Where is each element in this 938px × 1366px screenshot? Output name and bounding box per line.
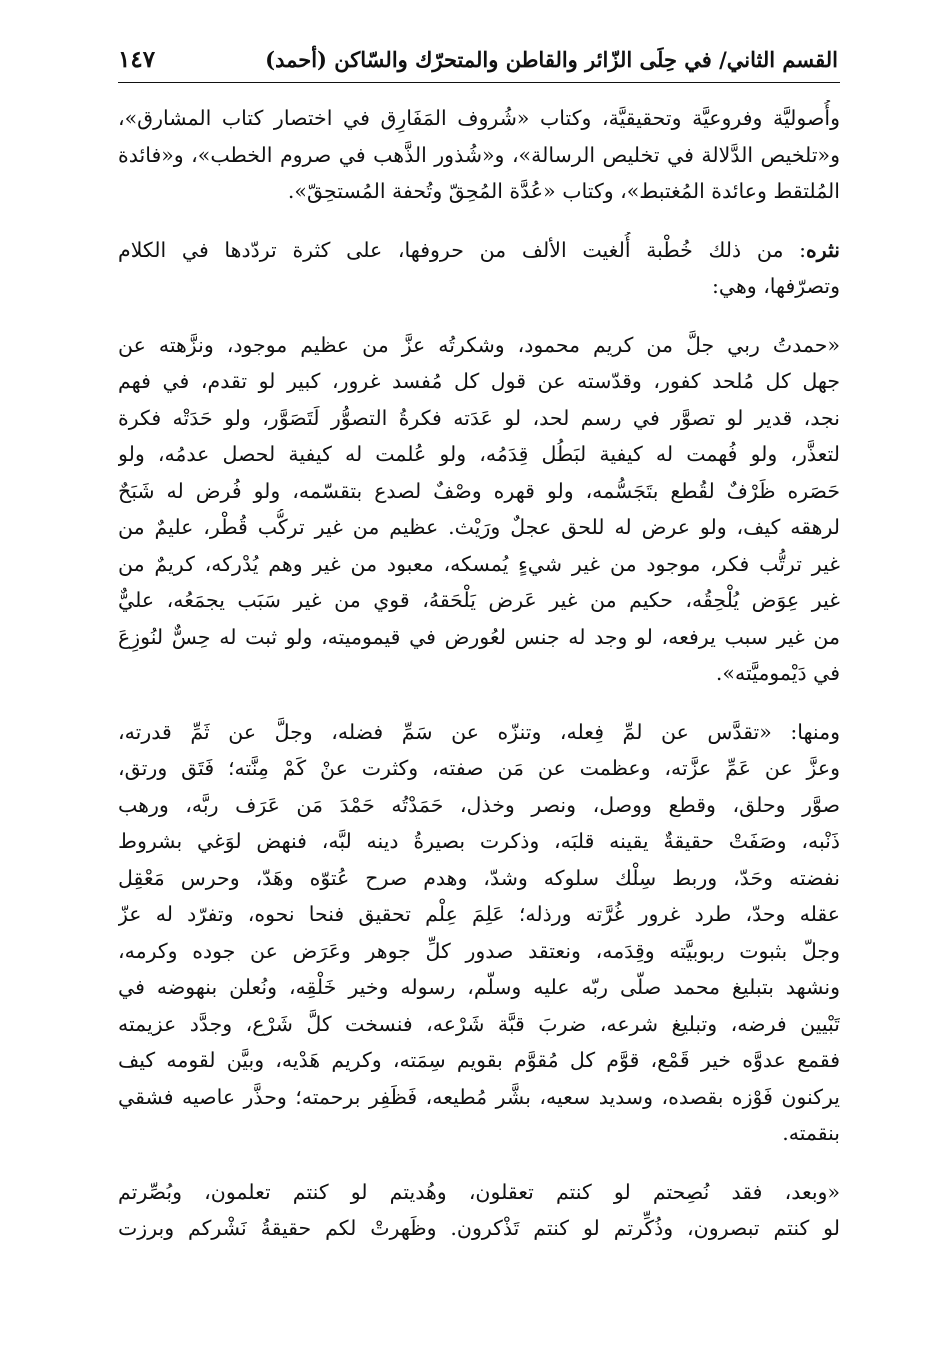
paragraph-sermon-two [118, 714, 840, 1152]
text-line: حَصَره ظَرْفٌ لقُطع بتَجَسُّمه، ولو قهره وصْفٌ لصدع بتقسّمه، ولو فُرض له شَبَحٌ [118, 478, 840, 503]
text-line: ذَنْبه، وصَفَتْ حقيقةٌ يقينه قلبَه، وذكرت بصيرةُ دينه لبَّه، فنهض لوَغي بشروط [118, 829, 840, 853]
text-line: نفضته وحَدّ، وربط سِلْك سلوكه وشدّ، وهدم صرح عُتوّه وهَدّ، وحرس مَعْقِل [118, 865, 840, 890]
text-line: جهل كل مُلحد كفور، وقدّسته عن قول كل مُفسد غرور، كبير لو تقدم، في فهم [118, 369, 840, 393]
text-line: وأُصوليَّة وفروعيَّة وتحقيقيَّة، وكتاب «شُروف المَفَارِق في اختصار كتاب المشارق»، [118, 106, 840, 130]
text-line: و«تلخيص الدَّلالة في تخليص الرسالة»، و«شُذور الذَّهب في صروم الخطب»، و«فائدة [118, 142, 840, 167]
text-line: «حمدتُ ربي جلَّ من كريم محمود، وشكرتُه عزَّ من عظيم موجود، ونزَّهته عن [118, 332, 840, 357]
text-line: من غير سبب يرفعه، لو وجد له جنس لعُورض في قيموميته، ولو ثبت له حِسٌّ لنُوزِعَ [118, 624, 840, 649]
paragraph-gap [118, 305, 840, 327]
text-line: وعزَّ عن عَمِّ عزَّته، وعظمت عن مَن صفته، وكثرت عنْ كَمْ مِنَّته؛ فَتَق ورتق، [118, 756, 840, 780]
text-line: لتعذَّر، ولو فُهمت له كيفية لبَطُل قِدَمُه، ولو عُلمت له كيفية لحصل عدمُه، ولو [118, 442, 840, 466]
page-number: ١٤٧ [118, 45, 156, 73]
text-line: وجلّ بثبوت ربوبيَّته وقِدَمه، ونعتقد صدور كلِّ جوهر وعَرَض عن جوده وكرمه، [118, 938, 840, 963]
text-line: نجد، قدير لو تصوَّر في رسم لحد، لو عَدَته فكرةُ التصوُّر لَتَصَوَّر، ولو حَدَتْه فكرة [118, 405, 840, 430]
text-line: وتصرّفها، وهي: [711, 274, 840, 298]
text-line: تَبْيين فرضه، وتبليغ شرعه، ضربَ قبَّة شَرْعه، فنسخت كلَّ شَرْع، وجدَّد عزيمته [118, 1011, 840, 1036]
text-line: ونشهد بتبليغ محمد صلّى ربّه عليه وسلّم، رسوله وخير خَلْقِه، ونُعلن بنهوضه في [118, 975, 840, 999]
text-line: ومنها: «تقدَّس عن لمِّ فِعله، وتنزّه عن سَمِّ فضله، وجلَّ عن ثَمِّ قدرته، [118, 719, 840, 744]
text-line: «وبعد، فقد نُصِحتم لو كنتم تعقلون، وهُديتم لو كنتم تعلمون، وبُصِّرتم [118, 1179, 840, 1204]
text-line: لو كنتم تبصرون، وذُكِّرتم لو كنتم تَذْكرون. وظَهرتْ لكم حقيقةُ نَشْركم وبرزت [118, 1216, 840, 1240]
text-line: غير عِوَض يُلْحِقُه، حكيم من غير عَرض يَلْحَقهُ، قوي من غير سَبَب يجمَعُه، عليٌّ [118, 588, 840, 612]
text-line-with-lead [118, 232, 840, 269]
paragraph-sermon-one [118, 327, 840, 692]
paragraph-gap [118, 692, 840, 714]
paragraph-works [118, 100, 840, 210]
header-rule [118, 82, 840, 83]
text-line: في دَيْموميَّته». [715, 661, 840, 685]
paragraph-sermon-three [118, 1174, 840, 1247]
text-line: بنقمته. [782, 1121, 840, 1145]
text-line: عقله وحدّ، طرد غرور غُرَّته ورذله؛ عَلِمَ عِلْم تحقيق فنحا نحوه، وتفرّد له عزّ [118, 902, 840, 926]
text-line: فقمع عدوَّه خير قَمْع، قوَّم كل مُقوَّم بقويم سِمَته، وكريم هَدْيه، وبيَّن لقومه كيف [118, 1048, 840, 1072]
paragraph-gap [118, 210, 840, 232]
text-line: صوَّر وحلق، وقطع ووصل، ونصر وخذل، حَمَدْتُه حَمْدَ مَن عَرَف ربَّه، ورهب [118, 792, 840, 817]
text-line: لرهقه كيف، ولو عرض له للحق عجلٌ ورَيْث. عظيم من غير تركُّب قُطْر، عليمٌ من [118, 515, 840, 539]
text-line: المُلتقط وعائدة المُغتبط»، وكتاب «عُدَّة المُحِقّ وتُحفة المُستحِقّ». [287, 179, 840, 203]
paragraph-gap [118, 1152, 840, 1174]
text-line: يركنون فَوْزه بقصده، وسديد سعيه، بشَّر مُطيعه، فَظَفِر برحمته؛ وحذَّر عاصيه فشقي [118, 1084, 840, 1109]
paragraph-prose-intro [118, 232, 840, 305]
section-lead-word: نثره [806, 237, 840, 262]
text-line: غير ترتُّب فكر، موجود من غير شيءٍ يُمسكه، معبود من غير وهم يُدْركه، كريمٌ من [118, 551, 840, 576]
running-header [118, 38, 838, 80]
running-header-title: القسم الثاني/ في حِلَى الزّائر والقاطن والمتحرّك والسّاكن (أحمد) [265, 46, 838, 72]
page-body [118, 100, 840, 1247]
text-line: : من ذلك خُطْبة أُلغيت الألف من حروفها، على كثرة تردّدها في الكلام [118, 237, 807, 262]
